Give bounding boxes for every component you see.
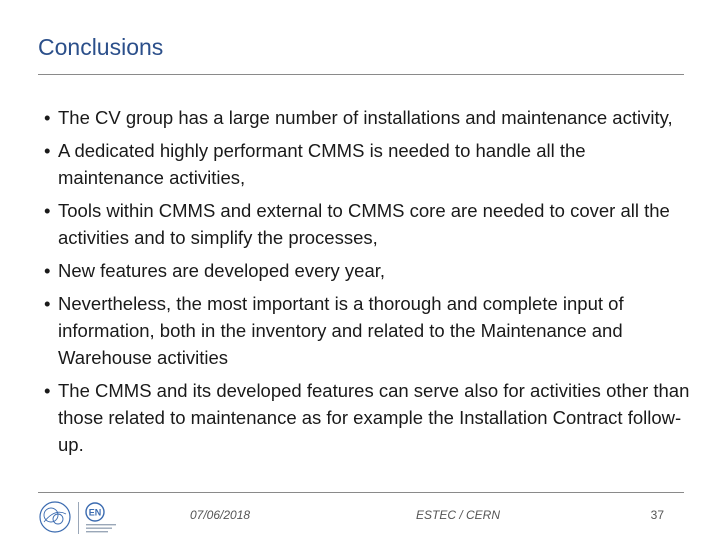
cern-logo-icon [38, 500, 72, 534]
bullet-item: • A dedicated highly performant CMMS is needed to handle all the maintenance activities, [44, 137, 694, 191]
bullet-item: • Nevertheless, the most important is a thorough and complete input of information, both in the inventory and related to the Maintenance and Warehouse activities [44, 290, 694, 371]
bullet-list [44, 104, 694, 464]
page-number: 37 [650, 508, 664, 522]
bullet-item: • The CMMS and its developed features can serve also for activities other than those related to maintenance as for example the Installation Contract follow-up. [44, 377, 694, 458]
bullet-item: • New features are developed every year, [44, 257, 694, 284]
en-logo-text: EN [88, 507, 102, 518]
bullet-item: • The CV group has a large number of installations and maintenance activity, [44, 104, 694, 131]
footer-date: 07/06/2018 [190, 508, 251, 522]
logo-separator [78, 502, 79, 534]
bullet-item: • Tools within CMMS and external to CMMS core are needed to cover all the activities and to simplify the processes, [44, 197, 694, 251]
slide-title: Conclusions [38, 34, 164, 60]
footer-venue: ESTEC / CERN [416, 508, 501, 522]
footer-divider [38, 492, 684, 493]
title-divider [38, 74, 684, 75]
en-department-logo-icon [84, 501, 124, 535]
